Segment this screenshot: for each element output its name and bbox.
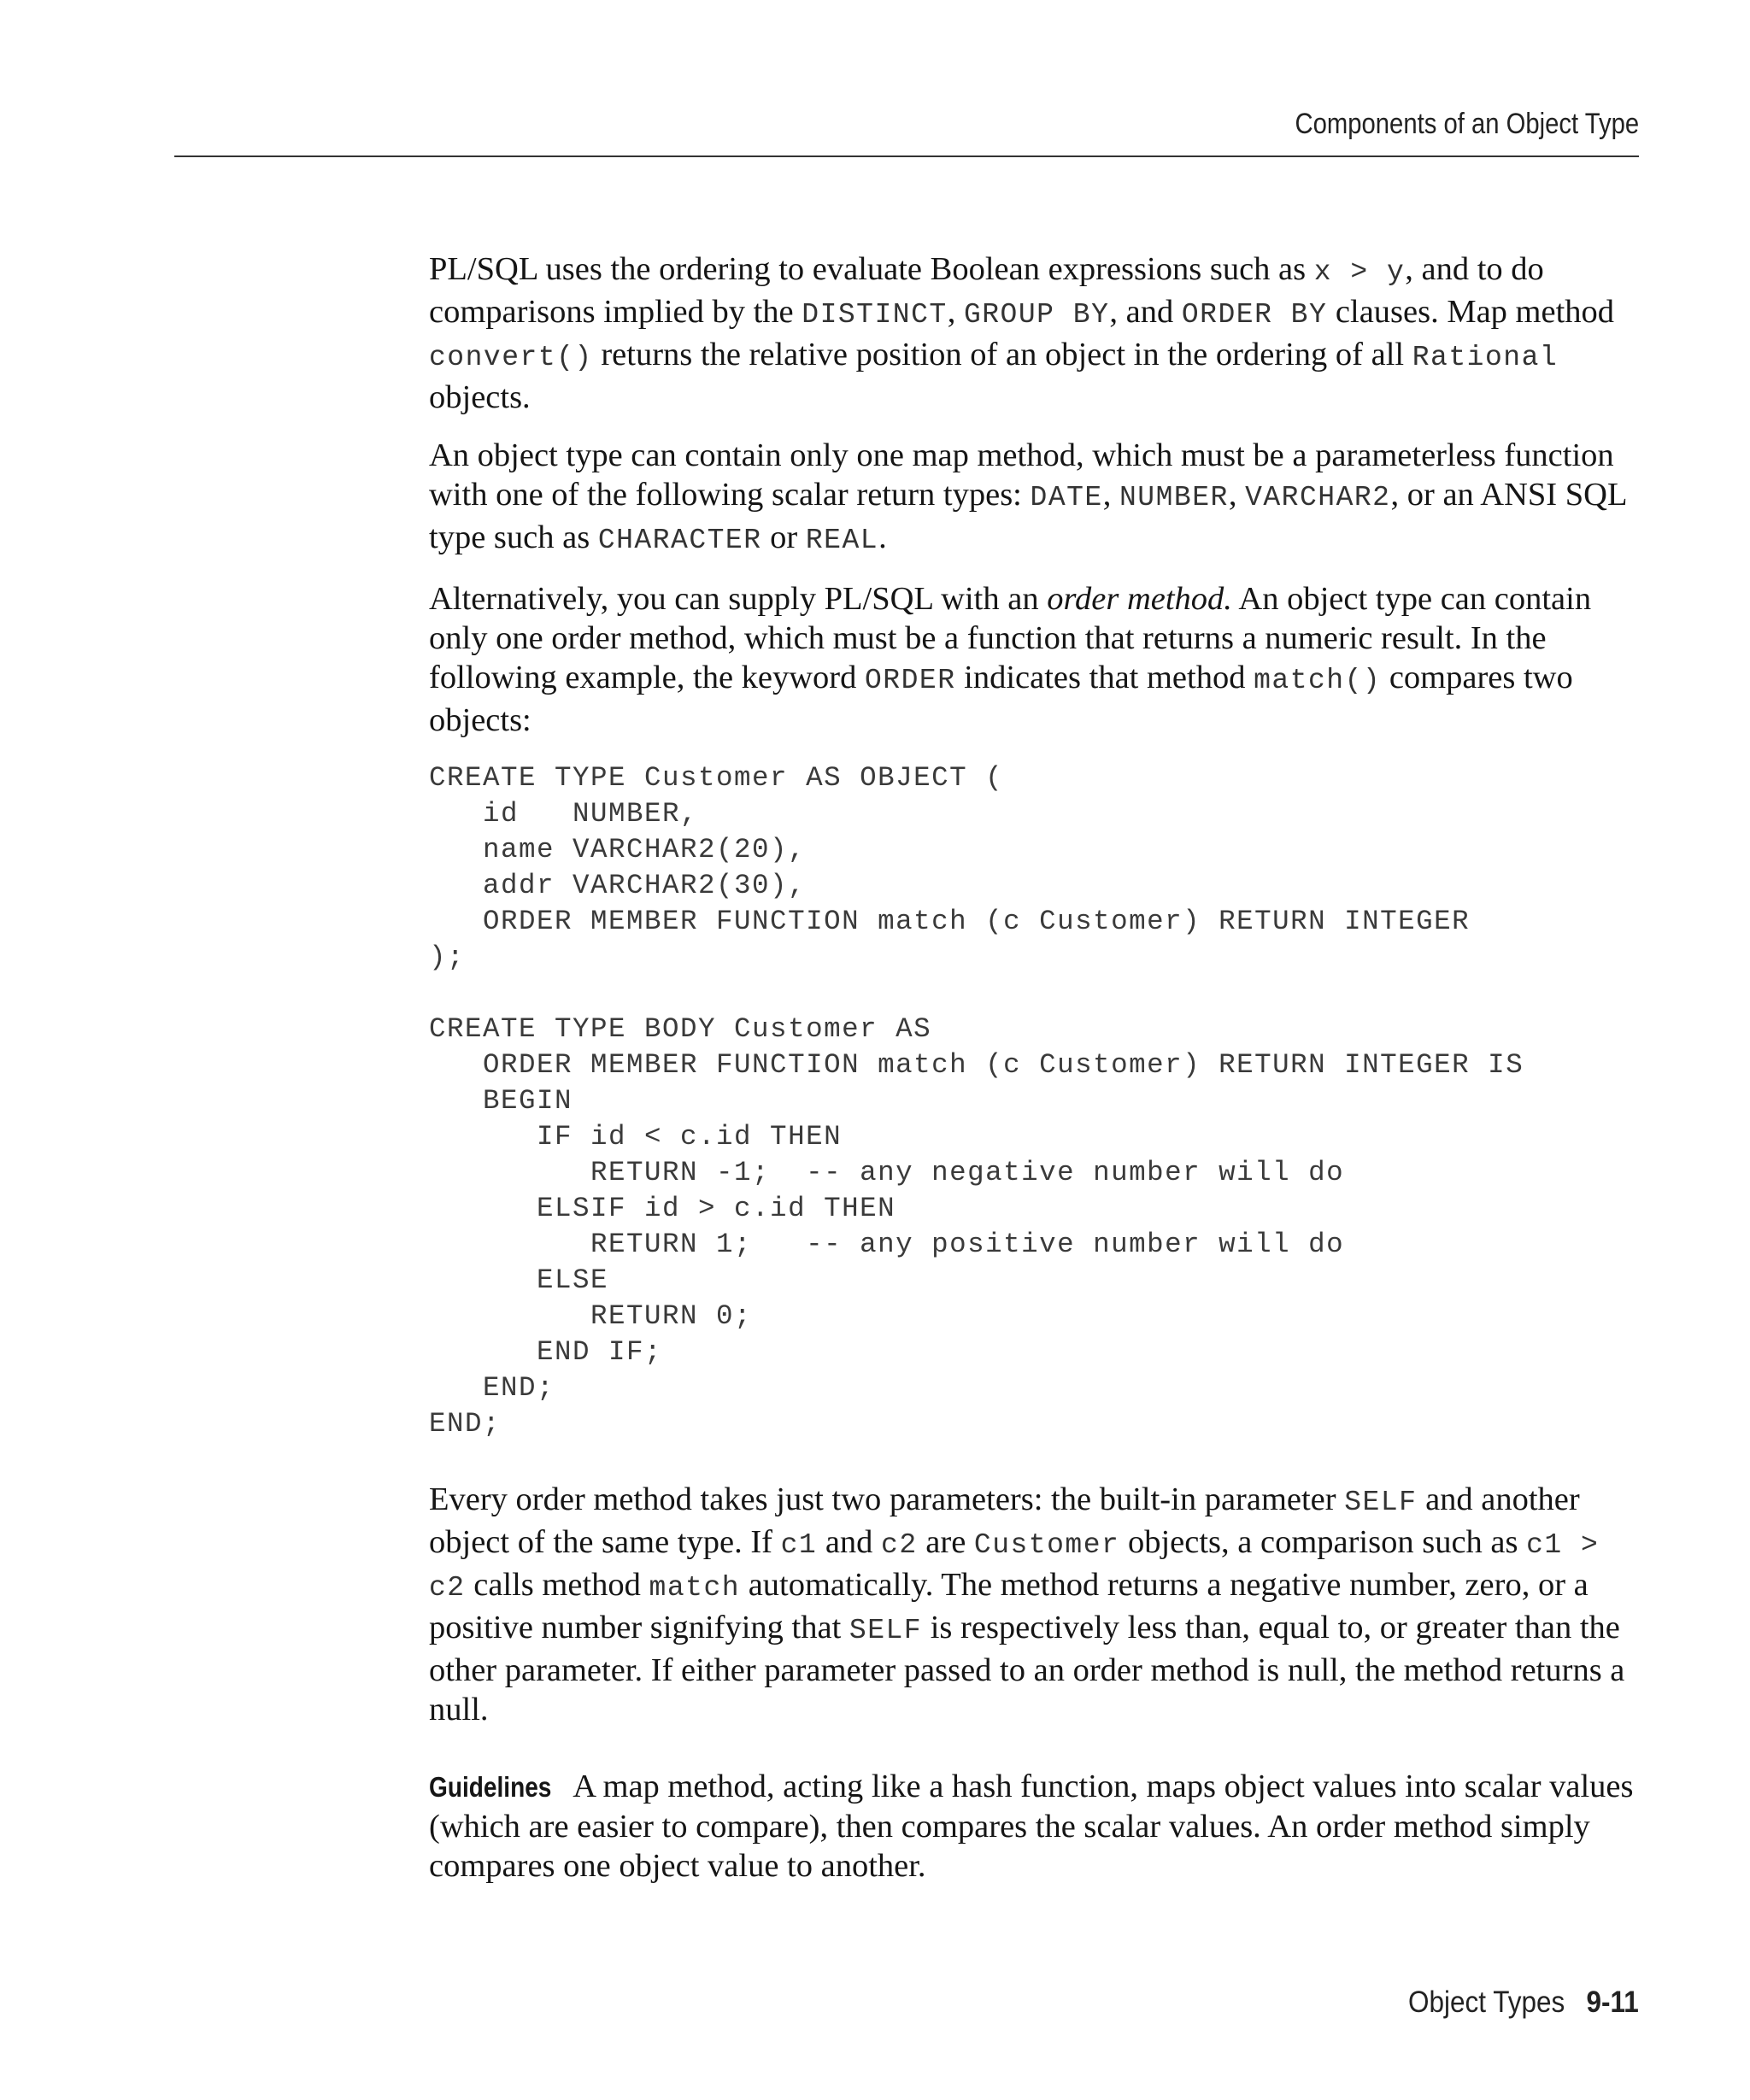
inline-code: convert() xyxy=(429,342,593,373)
text: automatically. The method returns a negative number, zero, or a positive number signifying that xyxy=(429,1567,1589,1645)
inline-code: REAL xyxy=(805,525,879,556)
text: , xyxy=(1102,477,1119,513)
inline-code: x > y xyxy=(1313,256,1406,288)
text: , xyxy=(1228,477,1246,513)
text: clauses. Map method xyxy=(1327,294,1615,330)
text: , and to do comparisons implied by the xyxy=(429,251,1544,330)
text: and another object of the same type. If xyxy=(429,1481,1580,1560)
inline-code: c1 > c2 xyxy=(429,1529,1600,1604)
paragraph-order-method xyxy=(429,579,1647,740)
text: Alternatively, you can supply PL/SQL with an xyxy=(429,581,1048,617)
text: indicates that method xyxy=(955,660,1254,695)
inline-code: match xyxy=(649,1572,741,1604)
paragraph-guidelines xyxy=(429,1767,1647,1886)
page-footer xyxy=(1408,1986,1639,2020)
inline-code: c1 xyxy=(780,1529,818,1561)
inline-code: GROUP BY xyxy=(963,299,1110,331)
inline-code: CHARACTER xyxy=(597,525,762,556)
text: compares two objects: xyxy=(429,660,1573,738)
inline-code: VARCHAR2 xyxy=(1245,482,1391,513)
footer-section: Object Types xyxy=(1408,1986,1565,2019)
guidelines-label: Guidelines xyxy=(429,1771,552,1803)
paragraph-map-method xyxy=(429,436,1647,560)
text: are xyxy=(917,1524,974,1560)
code-example: CREATE TYPE Customer AS OBJECT ( id NUMBER, name VARCHAR2(20), addr VARCHAR2(30), ORDER MEMBER FUNCTION match (c Customer) RETURN INTEGER ); CREATE TYPE BODY Customer AS ORDER MEMBER FUNCTION match (c Customer) RETURN INTEGER IS BEGIN IF id < c.id THEN RETURN -1; -- any negative number will do ELSIF id > c.id THEN RETURN 1; -- any positive number will do ELSE RETURN 0; END IF; END; END; xyxy=(429,762,1524,1440)
page-body xyxy=(429,249,1647,1886)
running-header: Components of an Object Type xyxy=(1295,108,1639,140)
inline-code: Customer xyxy=(973,1529,1120,1561)
text: or xyxy=(761,519,806,555)
inline-code: ORDER BY xyxy=(1181,299,1328,331)
text: A map method, acting like a hash function, maps object values into scalar values (which are easier to compare), then compares the scalar values. An order method simply compares one object value to another. xyxy=(429,1769,1634,1884)
inline-code: ORDER xyxy=(865,665,956,696)
text: Every order method takes just two parameters: the built-in parameter xyxy=(429,1481,1345,1517)
page-number: 9-11 xyxy=(1586,1986,1639,2019)
emphasis: order method. xyxy=(1047,581,1232,617)
inline-code: Rational xyxy=(1412,342,1559,373)
inline-code: NUMBER xyxy=(1119,482,1229,513)
paragraph-ordering xyxy=(429,249,1647,417)
inline-code: DATE xyxy=(1030,482,1103,513)
text: An object type can contain only one order method, which must be a function that returns a numeric result. In the following example, the keyword xyxy=(429,581,1592,695)
inline-code: SELF xyxy=(1344,1487,1418,1518)
text: PL/SQL uses the ordering to evaluate Boolean expressions such as xyxy=(429,251,1314,287)
text: . xyxy=(878,519,887,555)
text: objects, a comparison such as xyxy=(1119,1524,1527,1560)
header-rule xyxy=(174,155,1639,157)
inline-code: c2 xyxy=(881,1529,918,1561)
text: , and xyxy=(1109,294,1182,330)
text: An object type can contain only one map method, which must be a parameterless function with one of the following scalar return types: xyxy=(429,437,1614,513)
paragraph-order-parameters xyxy=(429,1480,1647,1729)
inline-code: match() xyxy=(1254,665,1382,696)
inline-code: DISTINCT xyxy=(802,299,948,331)
text: and xyxy=(817,1524,882,1560)
text: is respectively less than, equal to, or greater than the other parameter. If either parameter passed to an order method is null, the method returns a null. xyxy=(429,1610,1625,1728)
text: objects. xyxy=(429,379,531,415)
text: calls method xyxy=(465,1567,649,1603)
inline-code: SELF xyxy=(849,1615,923,1646)
text: , or an ANSI SQL type such as xyxy=(429,477,1627,555)
text: returns the relative position of an object in the ordering of all xyxy=(592,337,1412,372)
text: , xyxy=(947,294,964,330)
